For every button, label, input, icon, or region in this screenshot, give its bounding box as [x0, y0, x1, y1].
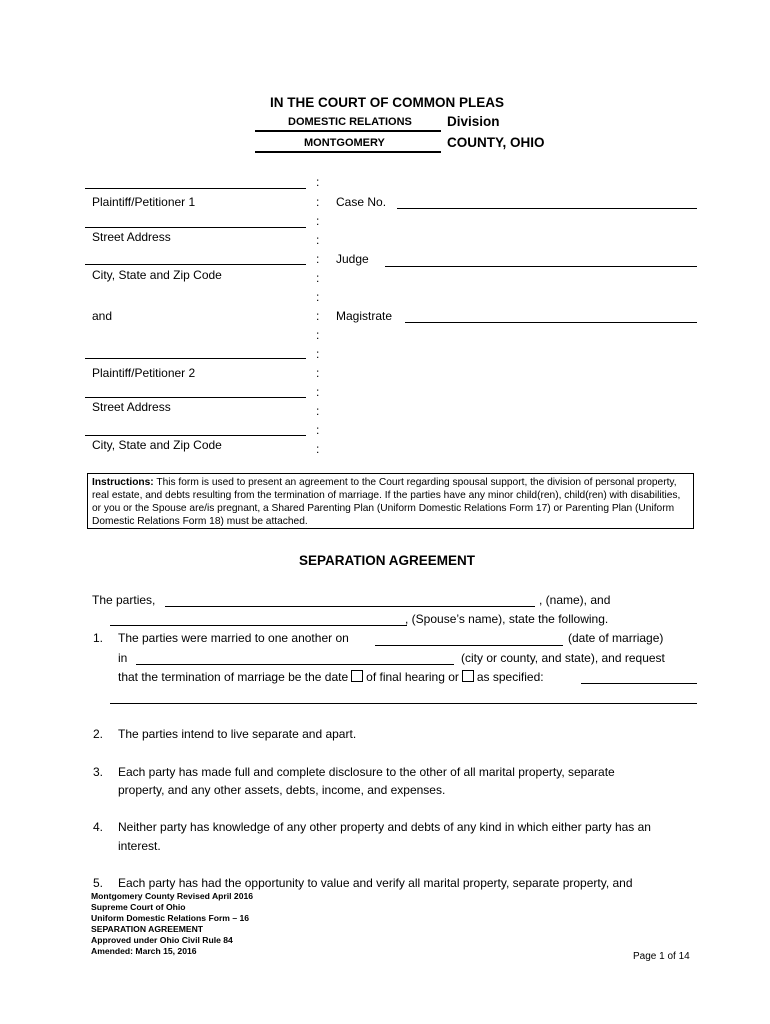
specified-date-field[interactable]	[581, 683, 697, 684]
caption-colon: :	[316, 195, 320, 209]
street2-label: Street Address	[92, 400, 171, 414]
item4-text-a: Neither party has knowledge of any other property and debts of any kind in which either party has an	[118, 820, 651, 834]
county-label: COUNTY, OHIO	[447, 135, 545, 150]
item3-text-b: property, and any other assets, debts, income, and expenses.	[118, 783, 446, 797]
caption-colon: :	[316, 271, 320, 285]
as-specified-checkbox[interactable]	[462, 670, 474, 682]
caption-colon: :	[316, 309, 320, 323]
caption-colon: :	[316, 347, 320, 361]
item5-text-a: Each party has had the opportunity to value and verify all marital property, separate property, and	[118, 876, 633, 890]
caption-colon: :	[316, 366, 320, 380]
item2-number: 2.	[93, 727, 104, 741]
magistrate-label: Magistrate	[336, 309, 393, 323]
marriage-date-field[interactable]	[375, 645, 563, 646]
caption-colon: :	[316, 290, 320, 304]
city1-label: City, State and Zip Code	[92, 268, 222, 282]
city2-line[interactable]	[85, 435, 306, 436]
county-value: MONTGOMERY	[304, 137, 385, 149]
item1-in: in	[118, 651, 128, 665]
caption-colon: :	[316, 404, 320, 418]
footer-line: Supreme Court of Ohio	[91, 902, 186, 912]
instructions-text: This form is used to present an agreement to the Court regarding spousal support, the division of personal property, real estate, and debts resulting from the termination of marriage. If the parties have any minor child(ren), child(ren) with disabilities, or you or the Spouse are/is pregnant, a Shared Parenting Plan (Uniform Domestic Relations Form 17) or Parenting Plan (Uniform Domestic Relations Form 18) must be attached.	[92, 477, 681, 527]
county-line	[255, 151, 441, 153]
item2-text: The parties intend to live separate and apart.	[118, 727, 357, 741]
party-name-field[interactable]	[165, 606, 535, 607]
item1-number: 1.	[93, 631, 104, 645]
caption-colon: :	[316, 385, 320, 399]
case-no-label: Case No.	[336, 195, 387, 209]
form-footer	[91, 891, 253, 957]
item1-text-b	[118, 668, 544, 686]
specified-extra-field[interactable]	[110, 703, 697, 704]
caption-colon: :	[316, 328, 320, 342]
division-label: Division	[447, 114, 500, 129]
item1-date-label: (date of marriage)	[568, 631, 664, 645]
city1-line[interactable]	[85, 264, 306, 265]
plaintiff1-label: Plaintiff/Petitioner 1	[92, 195, 196, 209]
marriage-place-field[interactable]	[136, 664, 454, 665]
item1-city-label: (city or county, and state), and request	[461, 651, 665, 665]
plaintiff2-label: Plaintiff/Petitioner 2	[92, 366, 196, 380]
item1-text-a: The parties were married to one another on	[118, 631, 349, 645]
street2-line[interactable]	[85, 397, 306, 398]
footer-line: Uniform Domestic Relations Form – 16	[91, 913, 250, 923]
caption-colon: :	[316, 442, 320, 456]
item1-final-label: of final hearing or	[366, 670, 459, 684]
judge-label: Judge	[336, 252, 369, 266]
item1-text-b-label: that the termination of marriage be the date	[118, 670, 349, 684]
city2-label: City, State and Zip Code	[92, 438, 222, 452]
footer-line: Amended: March 15, 2016	[91, 946, 197, 956]
plaintiff1-name-line[interactable]	[85, 188, 306, 189]
caption-colon: :	[316, 214, 320, 228]
instructions-label: Instructions:	[92, 477, 154, 488]
item5-number: 5.	[93, 876, 104, 890]
spouse-suffix: , (Spouse’s name), state the following.	[405, 612, 609, 626]
footer-line: SEPARATION AGREEMENT	[91, 924, 204, 934]
street1-label: Street Address	[92, 230, 171, 244]
name-suffix: , (name), and	[539, 593, 611, 607]
spouse-name-field[interactable]	[110, 625, 407, 626]
judge-field[interactable]	[385, 266, 697, 267]
item4-number: 4.	[93, 820, 104, 834]
plaintiff2-name-line[interactable]	[85, 358, 306, 359]
page-number: Page 1 of 14	[633, 951, 690, 962]
agreement-title: SEPARATION AGREEMENT	[299, 553, 476, 568]
caption-colon: :	[316, 423, 320, 437]
caption-colon: :	[316, 175, 320, 189]
and-label: and	[92, 309, 113, 323]
item3-text-a: Each party has made full and complete disclosure to the other of all marital property, separate	[118, 765, 615, 779]
caption-colon: :	[316, 233, 320, 247]
final-hearing-checkbox[interactable]	[351, 670, 363, 682]
item1-spec-label: as specified:	[476, 670, 544, 684]
footer-line: Approved under Ohio Civil Rule 84	[91, 935, 233, 945]
parties-label: The parties,	[92, 593, 156, 607]
division-line	[255, 130, 441, 132]
item4-text-b: interest.	[118, 839, 161, 853]
footer-line: Montgomery County Revised April 2016	[91, 891, 254, 901]
street1-line[interactable]	[85, 227, 306, 228]
case-no-field[interactable]	[397, 208, 697, 209]
magistrate-field[interactable]	[405, 322, 697, 323]
item3-number: 3.	[93, 765, 104, 779]
division-value: DOMESTIC RELATIONS	[288, 116, 412, 128]
court-title: IN THE COURT OF COMMON PLEAS	[270, 95, 504, 110]
instructions-box	[87, 473, 694, 529]
caption-colon: :	[316, 252, 320, 266]
